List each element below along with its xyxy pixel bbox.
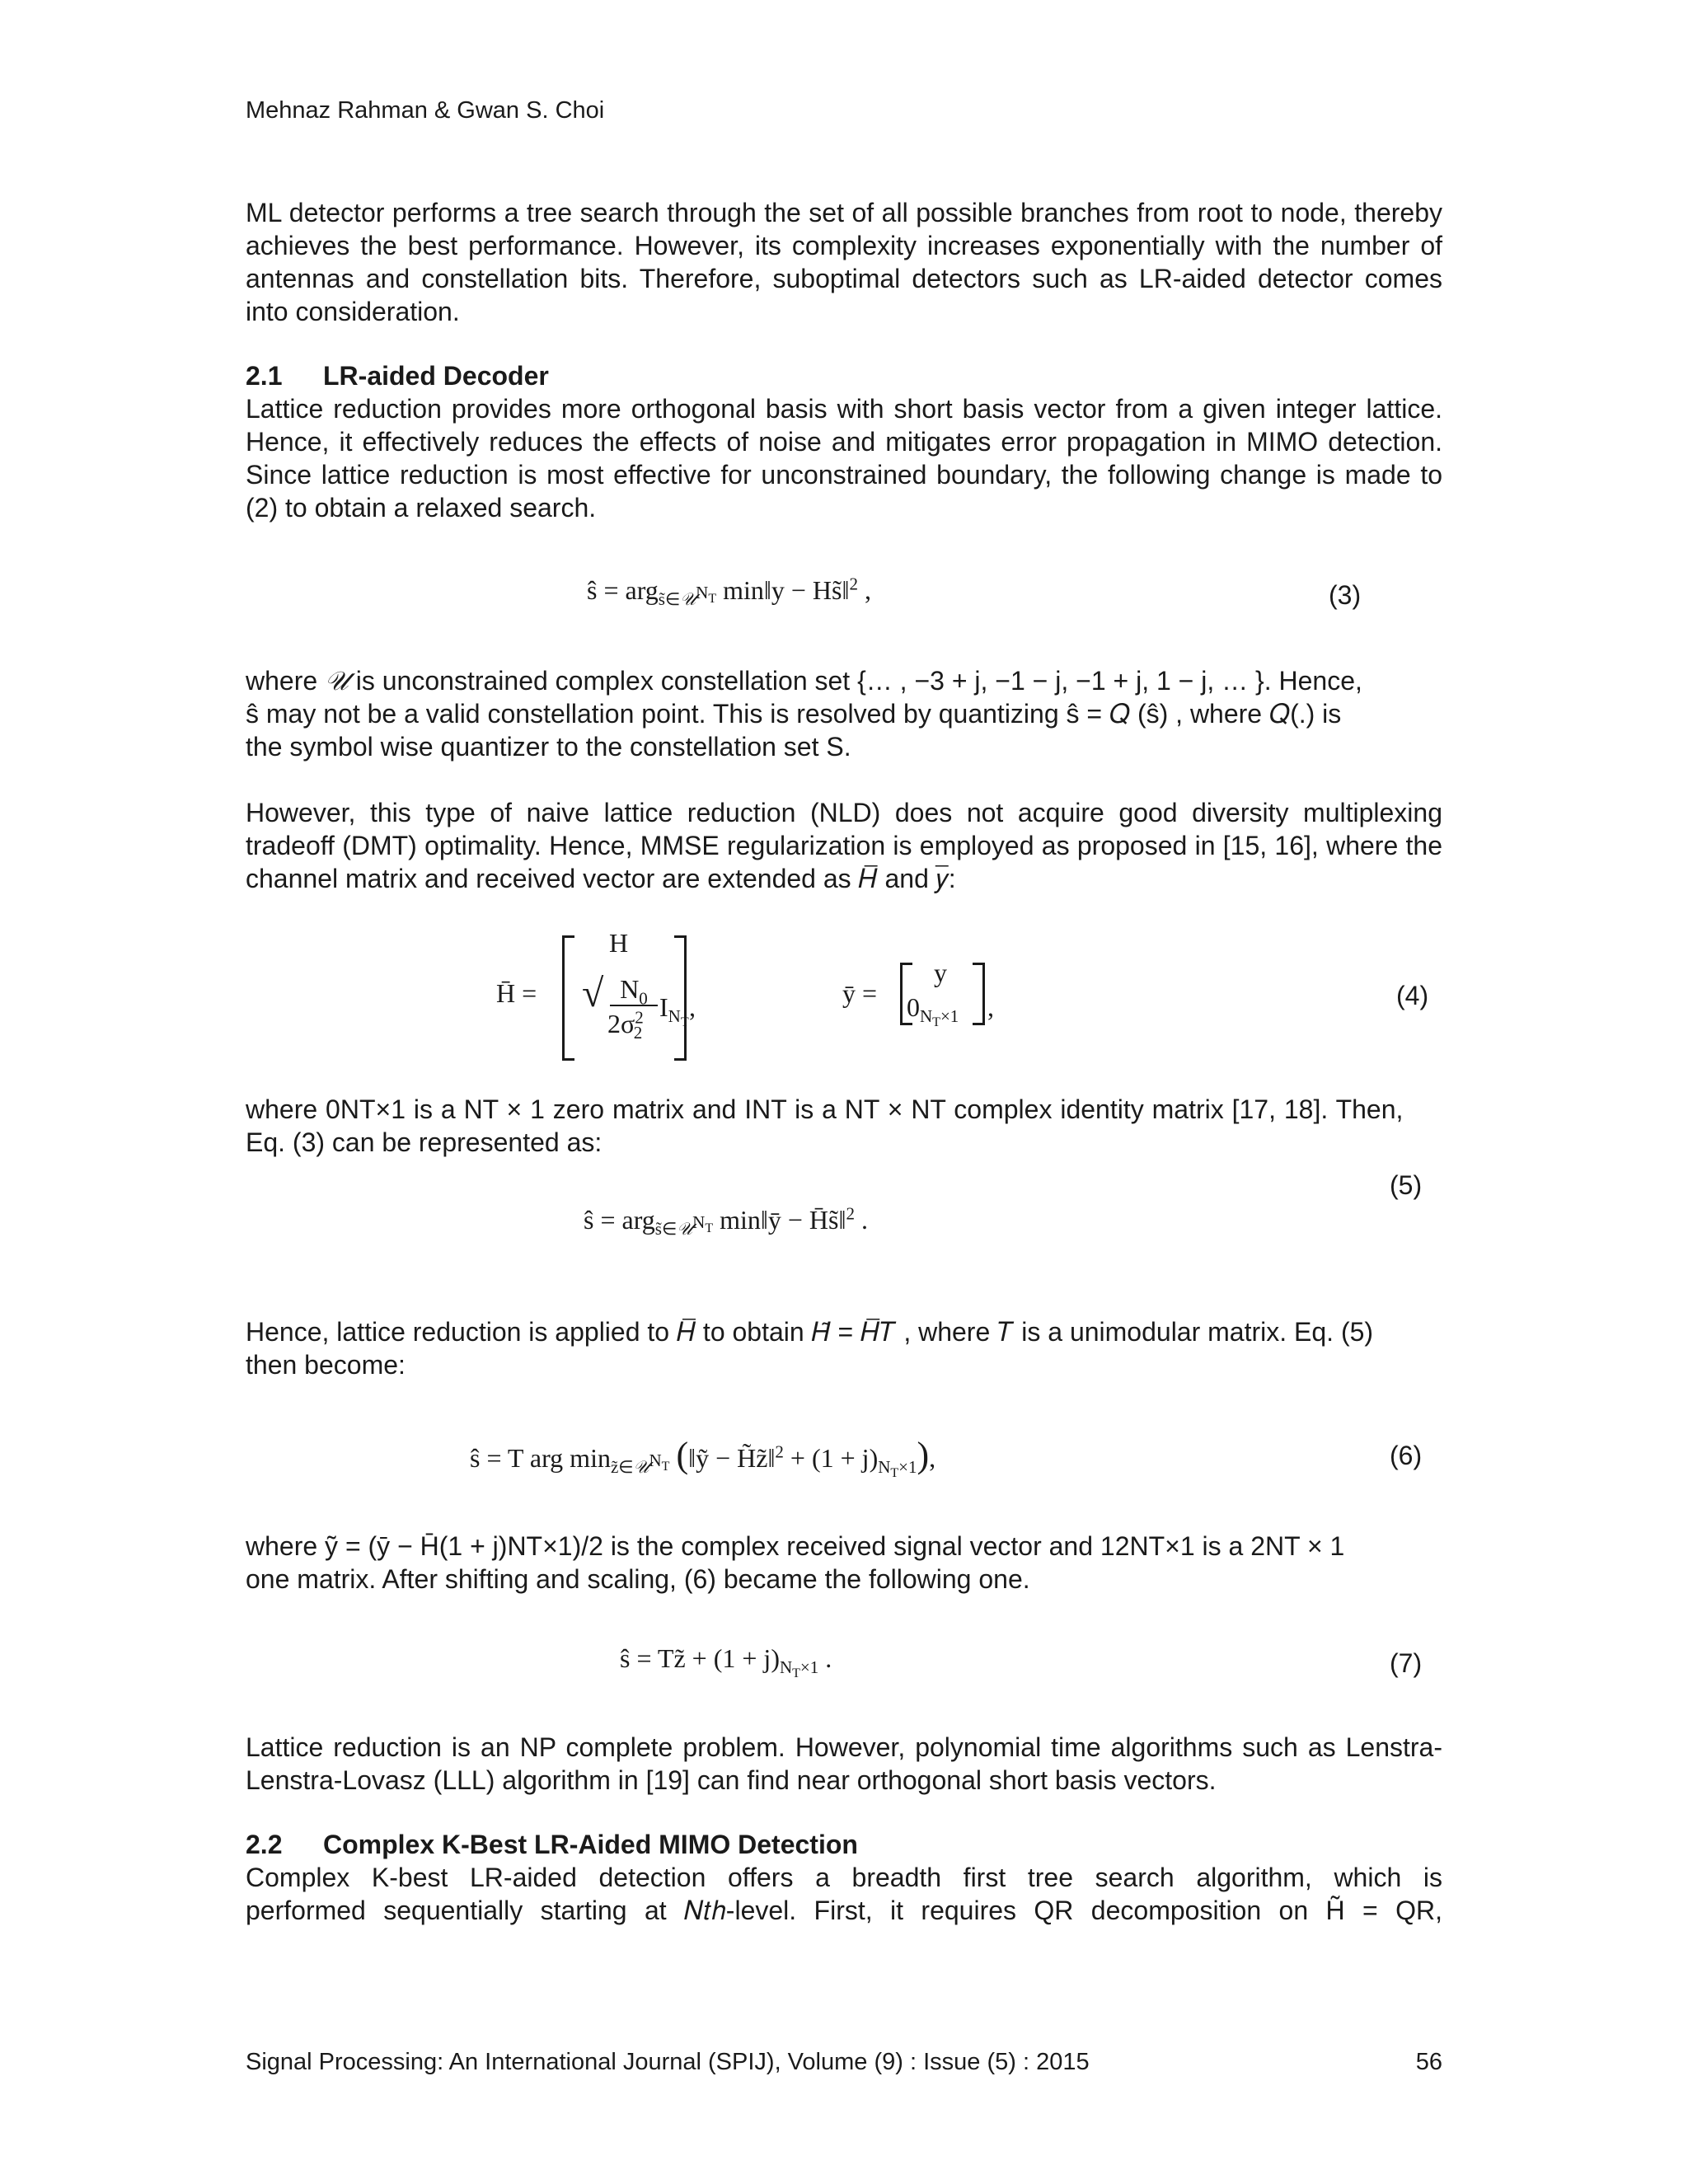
unconstrained-set-symbol: 𝒰	[325, 666, 349, 696]
equation-3: ŝ = arg$_{s̃\in 𝒰^{N_T}}$ min‖y − Hs̃‖$^2$ ,	[587, 574, 871, 610]
eq4-y-comma: ,	[987, 992, 994, 1022]
equation-7: ŝ = Tz̃ + $(1 + j)_{N_T\times 1}$ .	[620, 1643, 832, 1681]
paragraph-4-line-1: where 0NT×1 is a NT × 1 zero matrix and INT is a NT × NT complex identity matrix [17, 18]. Then,	[246, 1094, 1404, 1124]
section-2-2-paragraph-line-2: performed sequentially starting at 𝑁𝑡ℎ-level. First, it requires QR decomposition on H̃ = QR,	[246, 1896, 1442, 1925]
section-heading	[246, 1828, 1442, 1861]
section-2-1-paragraph-6	[246, 1530, 1442, 1596]
eq4-y-entry: y	[934, 958, 947, 987]
paragraph-4-line-2: Eq. (3) can be represented as:	[246, 1127, 603, 1157]
intro-paragraph: ML detector performs a tree search through the set of all possible branches from root to node, thereby achieves the best performance. However, its complexity increases exponentially with the number of antennas and constellation bits. Therefore, suboptimal detectors such as LR-aided detector comes into consideration.	[246, 198, 1442, 326]
eq4-h-bar-label: H̄ =	[496, 978, 537, 1008]
section-title: LR-aided Decoder	[323, 361, 549, 391]
eq4-identity: $I_{N_T}$	[659, 992, 689, 1030]
section-heading	[246, 359, 1442, 392]
paragraph-2-line-1-end: is unconstrained complex constellation set {… , −3 + j, −1 − j, −1 + j, 1 − j, … }. Hence,	[348, 666, 1362, 696]
paragraph-6-line-1: where ỹ = (ȳ − H̄(1 + j)NT×1)/2 is the complex received signal vector and 12NT×1 is a 2NT × 1	[246, 1531, 1345, 1561]
equation-5: ŝ = arg$_{s̃\in 𝒰^{N_T}}$ min‖ȳ − H̄s̃‖$^2$ .	[584, 1203, 868, 1240]
paragraph-2-line-2: ŝ may not be a valid constellation point. This is resolved by quantizing ŝ = 𝑄 (ŝ) , where 𝑄(.) is	[246, 699, 1342, 729]
section-2-2	[246, 1828, 1442, 1927]
running-header: Mehnaz Rahman & Gwan S. Choi	[246, 97, 605, 124]
eq4-left-bracket	[562, 935, 574, 1061]
page-number: 56	[1415, 2049, 1442, 2075]
section-title: Complex K-Best LR-Aided MIMO Detection	[323, 1830, 858, 1859]
section-number: 2.2	[246, 1830, 283, 1859]
paragraph-2-line-1	[246, 664, 1442, 697]
paragraph-2-line-1-start: where	[246, 666, 326, 696]
section-2-1-paragraph-5	[246, 1315, 1442, 1381]
section-2-1-paragraph-2	[246, 664, 1442, 763]
paragraph-2-line-3: the symbol wise quantizer to the constellation set S.	[246, 732, 851, 762]
paragraph-5-line-2: then become:	[246, 1350, 406, 1380]
eq4-fraction-den: $2\sigma^2_2$	[607, 1007, 644, 1043]
section-2-1-paragraph-1: Lattice reduction provides more orthogonal basis with short basis vector from a given integer lattice. Hence, it effectively reduces the effects of noise and mitigates error propagation in MIMO detection. Since lattice reduction is most effective for unconstrained boundary, the following change is made to (2) to obtain a relaxed search.	[246, 394, 1442, 523]
section-2-1-paragraph-3: However, this type of naive lattice reduction (NLD) does not acquire good diversity multiplexing tradeoff (DMT) optimality. Hence, MMSE regularization is employed as proposed in [15, 16], where the channel matrix and received vector are extended as 𝐻̅ and 𝑦̅:	[246, 798, 1442, 893]
section-number: 2.1	[246, 361, 283, 391]
eq4-sqrt-sign: √	[582, 972, 604, 1015]
equation-4-number: (4)	[1396, 981, 1429, 1010]
equation-3-number: (3)	[1329, 580, 1362, 610]
equation-6-number: (6)	[1390, 1441, 1423, 1470]
footer-journal: Signal Processing: An International Journal (SPIJ), Volume (9) : Issue (5) : 2015	[246, 2049, 1090, 2075]
section-2-1-paragraph-3-block	[246, 796, 1442, 895]
section-2-1-paragraph-7-block	[246, 1731, 1442, 1797]
equation-5-number: (5)	[1390, 1170, 1423, 1200]
eq4-right-bracket	[674, 935, 687, 1061]
eq4-fraction-num: $N_0$	[610, 974, 658, 1006]
eq4-zero-entry: $0_{N_T\times 1}$	[907, 992, 959, 1030]
section-2-1	[246, 359, 1442, 524]
intro-paragraph-block	[246, 196, 1442, 328]
section-2-1-paragraph-7: Lattice reduction is an NP complete problem. However, polynomial time algorithms such as Lenstra-Lenstra-Lovasz (LLL) algorithm in [19] can find near orthogonal short basis vectors.	[246, 1732, 1442, 1795]
eq4-h-entry: H	[609, 928, 629, 958]
equation-7-number: (7)	[1390, 1648, 1423, 1678]
section-2-1-paragraph-4	[246, 1093, 1442, 1159]
paragraph-5-line-1: Hence, lattice reduction is applied to 𝐻̅ to obtain 𝐻̃ = 𝐻̅𝑇 , where 𝑇 is a unimodular matrix. Eq. (5)	[246, 1317, 1374, 1347]
eq4-y-right-bracket	[973, 963, 985, 1025]
eq4-comma: ,	[689, 992, 696, 1022]
equation-6: ŝ = T arg $\min_{z̃\in 𝒰^{N_T}}$ (‖ỹ − H̃z̃‖$^2$ + $(1 + j)_{N_T\times 1}$),	[470, 1435, 936, 1481]
paragraph-6-line-2: one matrix. After shifting and scaling, (6) became the following one.	[246, 1564, 1030, 1594]
section-2-2-paragraph-line-1: Complex K-best LR-aided detection offers a breadth first tree search algorithm, which is	[246, 1863, 1442, 1892]
eq4-y-bar-label: ȳ =	[842, 978, 878, 1008]
